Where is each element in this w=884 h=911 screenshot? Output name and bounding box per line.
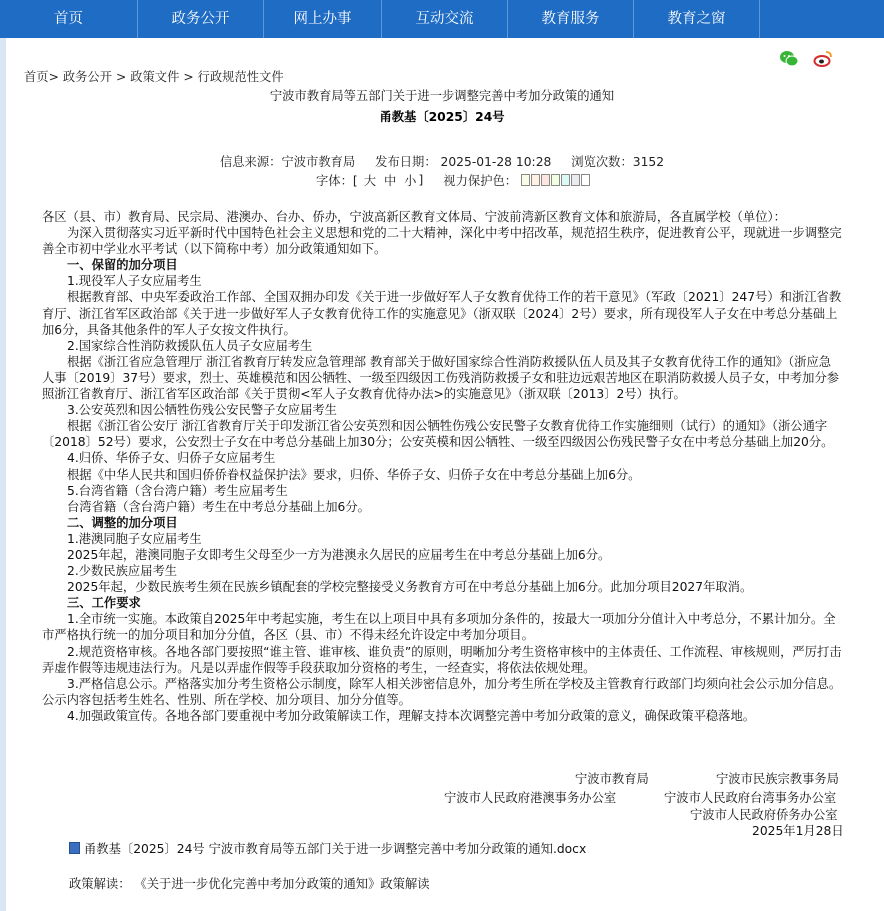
body-paragraph: 2025年起，港澳同胞子女即考生父母至少一方为港澳永久居民的应届考生在中考总分基础上加6分。 (67, 547, 611, 562)
nav-education-window[interactable]: 教育之窗 (634, 0, 760, 38)
nav-education-service[interactable]: 教育服务 (508, 0, 634, 38)
body-paragraph: 为深入贯彻落实习近平新时代中国特色社会主义思想和党的二十大精神，深化中考中招改革，规范招生秩序，促进教育公平，现就进一步调整完善全市初中学业水平考试（以下简称中考）加分政策通知如下。 (42, 226, 842, 257)
body-paragraph: 各区（县、市）教育局、民宗局、港澳办、台办、侨办，宁波高新区教育文体局、宁波前湾新区教育文体和旅游局，各直属学校（单位）： (42, 210, 786, 224)
nav-interaction[interactable]: 互动交流 (382, 0, 508, 38)
breadcrumb-regulatory-docs[interactable]: 行政规范性文件 (197, 70, 284, 84)
wechat-icon[interactable] (778, 50, 800, 70)
body-paragraph: 4.加强政策宣传。各地各部门要重视中考加分政策解读工作，理解支持本次调整完善中考加分政策的意义，确保政策平稳落地。 (67, 708, 756, 723)
top-nav (0, 0, 884, 38)
eye-protection-swatch[interactable] (551, 174, 560, 186)
share-bar (778, 50, 834, 70)
body-paragraph: 1.港澳同胞子女应届考生 (67, 531, 202, 546)
body-paragraph: 根据《浙江省应急管理厅 浙江省教育厅转发应急管理部 教育部关于做好国家综合性消防救援队伍人员及其子女教育优待工作的通知》（浙应急人事〔2019〕37号）要求，烈士、英雄模范和因公牺牲、一级至四级因工伤残消防救援子女和驻边远艰苦地区在职消防救援人员子女，中考加分参照浙江省教育厅、浙江省军区政治部《关于贯彻<军人子女教育优待办法>的实施意见》（浙双联〔2013〕2号）执行。 (42, 354, 840, 402)
page-title: 宁波市教育局等五部门关于进一步调整完善中考加分政策的通知 (269, 89, 615, 103)
publish-date: 发布日期： 2025-01-28 10:28 (375, 155, 552, 169)
nav-gov-affairs[interactable]: 政务公开 (138, 0, 264, 38)
eye-protection-swatch[interactable] (541, 174, 550, 186)
eye-protection-swatch[interactable] (521, 174, 530, 186)
body-paragraph: 2.规范资格审核。各地各部门要按照“谁主管、谁审核、谁负责”的原则，明晰加分考生资格审核中的主体责任、工作流程、审核规则，严厉打击弄虚作假等违规违法行为。凡是以弄虚作假等手段获取加分资格的考生，一经查实，将依法依规处理。 (42, 644, 842, 675)
body-paragraph: 1.全市统一实施。本政策自2025年中考起实施，考生在以上项目中具有多项加分条件的，按最大一项加分分值计入中考总分，不累计加分。全市严格执行统一的加分项目和加分分值，各区（县、市）不得未经允许设定中考加分项目。 (42, 612, 836, 643)
article-meta (0, 152, 884, 170)
eye-protection-swatch[interactable] (571, 174, 580, 186)
body-paragraph: 3.公安英烈和因公牺牲伤残公安民警子女应届考生 (67, 403, 337, 418)
signer-hk-macao-office: 宁波市人民政府港澳事务办公室 (444, 791, 617, 805)
body-paragraph: 1.现役军人子女应届考生 (67, 274, 202, 289)
font-size-medium[interactable]: 中 (383, 174, 397, 188)
body-paragraph: 台湾省籍（含台湾户籍）考生在中考总分基础上加6分。 (67, 499, 370, 514)
attachment-link[interactable] (69, 839, 586, 857)
body-paragraph: 2025年起，少数民族考生须在民族乡镇配套的学校完整接受义务教育方可在中考总分基础上加6分。此加分项目2027年取消。 (67, 580, 753, 595)
body-paragraph: 3.严格信息公示。严格落实加分考生资格公示制度，除军人相关涉密信息外，加分考生所在学校及主管教育行政部门均须向社会公示加分信息。公示内容包括考生姓名、性别、所在学校、加分项目、加分分值等。 (42, 676, 842, 707)
eye-protection-label: 视力保护色： (443, 174, 518, 188)
body-paragraph: 根据《浙江省公安厅 浙江省教育厅关于印发浙江省公安英烈和因公牺牲伤残公安民警子女教育优待工作实施细则（试行）的通知》（浙公通字〔2018〕52号）要求，公安烈士子女在中考总分基础上加30分；公安英模和因公牺牲、一级至四级因公伤残民警子女在中考总分基础上加20分。 (42, 419, 834, 450)
interpretation-link[interactable]: 《关于进一步优化完善中考加分政策的通知》政策解读 (134, 877, 430, 891)
document-number: 甬教基〔2025〕24号 (379, 110, 505, 124)
body-paragraph: 二、调整的加分项目 (67, 515, 178, 530)
body-paragraph: 5.台湾省籍（含台湾户籍）考生应届考生 (67, 483, 288, 498)
signature-date: 2025年1月28日 (752, 824, 844, 838)
signer-overseas-chinese-office: 宁波市人民政府侨务办公室 (690, 808, 838, 822)
nav-home[interactable]: 首页 (0, 0, 138, 38)
font-size-large[interactable]: 大 (363, 174, 377, 188)
eye-protection-swatches (521, 174, 590, 186)
interpretation-label: 政策解读： (69, 877, 131, 891)
font-size-small[interactable]: 小 (404, 174, 417, 188)
breadcrumb-policy-files[interactable]: 政策文件 (130, 70, 180, 84)
reading-tools (316, 171, 590, 189)
breadcrumb (24, 67, 284, 85)
body-paragraph: 2.国家综合性消防救援队伍人员子女应届考生 (67, 338, 313, 353)
eye-protection-swatch[interactable] (561, 174, 570, 186)
article-body (42, 209, 842, 724)
signer-taiwan-office: 宁波市人民政府台湾事务办公室 (664, 791, 837, 805)
breadcrumb-gov-affairs[interactable]: 政务公开 (62, 70, 113, 84)
signer-ethnic-religious-bureau: 宁波市民族宗教事务局 (716, 772, 839, 786)
body-paragraph: 根据《中华人民共和国归侨侨眷权益保护法》要求，归侨、华侨子女、归侨子女在中考总分基础上加6分。 (67, 467, 641, 482)
policy-interpretation (69, 874, 430, 892)
weibo-icon[interactable] (812, 50, 834, 70)
eye-protection-swatch[interactable] (531, 174, 540, 186)
signer-education-bureau: 宁波市教育局 (575, 772, 649, 786)
body-paragraph: 三、工作要求 (67, 596, 141, 611)
font-size-label: 字体：[ (316, 174, 358, 188)
breadcrumb-sep: > (115, 70, 127, 84)
eye-protection-swatch[interactable] (581, 174, 590, 186)
nav-online-service[interactable]: 网上办事 (264, 0, 382, 38)
font-size-close: ] (418, 173, 424, 187)
view-count: 浏览次数：3152 (571, 155, 665, 169)
body-paragraph: 一、保留的加分项目 (67, 258, 178, 273)
body-paragraph: 2.少数民族应届考生 (67, 564, 178, 579)
info-source: 信息来源：宁波市教育局 (219, 155, 356, 169)
body-paragraph: 根据教育部、中央军委政治工作部、全国双拥办印发《关于进一步做好军人子女教育优待工作的若干意见》（军政〔2021〕247号）和浙江省教育厅、浙江省军区政治部《关于进一步做好军人子女教育优待工作的实施意见》（浙双联〔2024〕2号）要求，所有现役军人子女在中考总分基础上加6分，具备其他条件的军人子女按文件执行。 (42, 290, 842, 337)
breadcrumb-home[interactable]: 首页> (24, 70, 59, 84)
body-paragraph: 4.归侨、华侨子女、归侨子女应届考生 (67, 451, 276, 466)
docx-file-icon (69, 842, 80, 854)
breadcrumb-sep: > (183, 70, 194, 84)
attachment-filename[interactable]: 甬教基〔2025〕24号 宁波市教育局等五部门关于进一步调整完善中考加分政策的通知.docx (84, 842, 587, 856)
